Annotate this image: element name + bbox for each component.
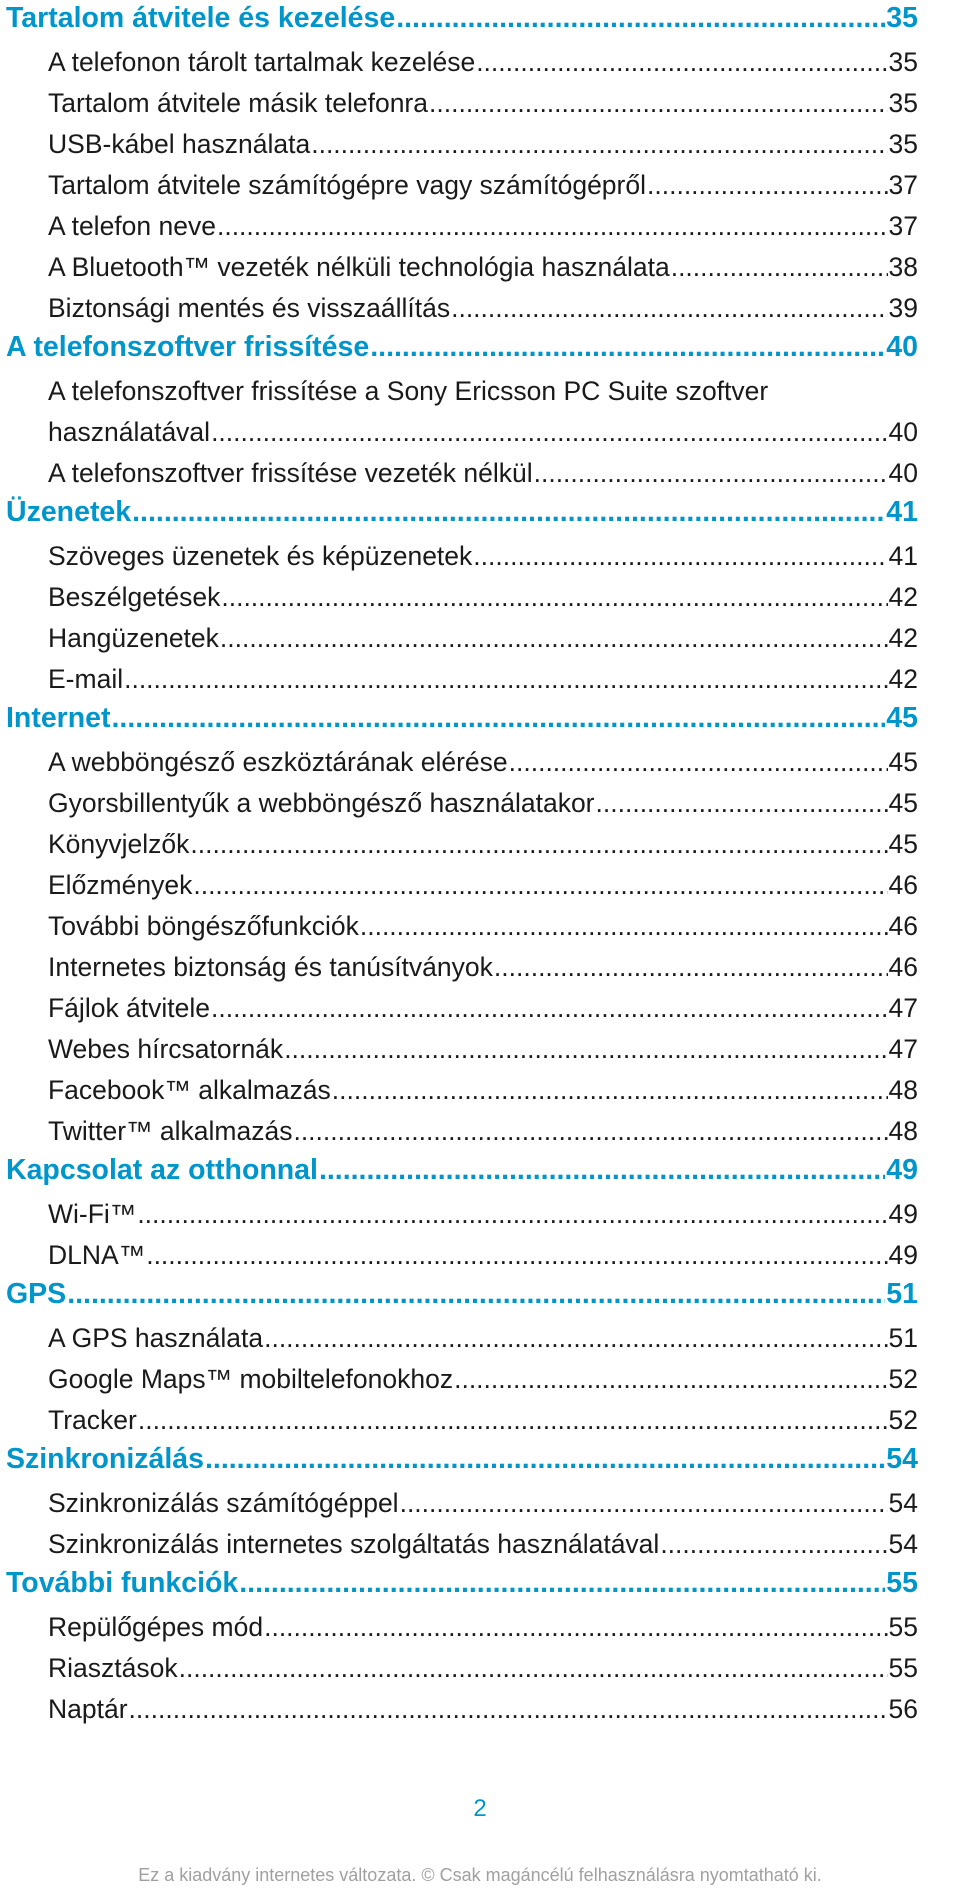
dot-leader (211, 988, 888, 1029)
table-of-contents (6, 0, 918, 1730)
section-title: A telefonszoftver frissítése (6, 331, 370, 363)
toc-section-heading[interactable] (6, 700, 918, 742)
toc-entry[interactable] (6, 371, 918, 453)
toc-entry[interactable] (6, 988, 918, 1029)
toc-entry[interactable] (6, 865, 918, 906)
entry-page-number: 48 (888, 1116, 918, 1146)
toc-entry[interactable] (6, 947, 918, 988)
toc-entry[interactable] (6, 1400, 918, 1441)
dot-leader (671, 247, 888, 288)
entry-title: DLNA™ (48, 1240, 146, 1270)
dot-leader (494, 947, 888, 988)
toc-section (6, 329, 918, 494)
dot-leader (293, 1111, 887, 1152)
entry-title: Gyorsbillentyűk a webböngésző használatakor (48, 788, 595, 818)
dot-leader (211, 412, 887, 453)
dot-leader (190, 824, 887, 865)
toc-section (6, 700, 918, 1152)
dot-leader (370, 329, 885, 365)
toc-entry[interactable] (6, 577, 918, 618)
entry-page-number: 47 (888, 1034, 918, 1064)
toc-entry[interactable] (6, 1194, 918, 1235)
entry-title: Előzmények (48, 870, 193, 900)
entry-title: Google Maps™ mobiltelefonokhoz (48, 1364, 454, 1394)
toc-section-heading[interactable] (6, 1441, 918, 1483)
section-title: Kapcsolat az otthonnal (6, 1154, 318, 1186)
entry-page-number: 45 (888, 747, 918, 777)
entry-title: USB-kábel használata (48, 129, 311, 159)
toc-section (6, 494, 918, 700)
toc-entry[interactable] (6, 288, 918, 329)
toc-entry[interactable] (6, 1029, 918, 1070)
entry-page-number: 40 (888, 458, 918, 488)
section-title: Internet (6, 702, 111, 734)
dot-leader (67, 1276, 885, 1312)
dot-leader (264, 1607, 887, 1648)
entry-page-number: 39 (888, 293, 918, 323)
dot-leader (451, 288, 887, 329)
entry-title: A telefonon tárolt tartalmak kezelése (48, 47, 476, 77)
toc-entry[interactable] (6, 618, 918, 659)
entry-page-number: 42 (888, 582, 918, 612)
entry-title: Wi-Fi™ (48, 1199, 137, 1229)
entry-title: Fájlok átvitele (48, 993, 211, 1023)
section-title: Üzenetek (6, 496, 132, 528)
dot-leader (112, 700, 886, 736)
entry-title: A telefonszoftver frissítése vezeték nélkül (48, 458, 533, 488)
toc-entry[interactable] (6, 42, 918, 83)
entry-title: használatával (48, 417, 211, 447)
entry-title: Hangüzenetek (48, 623, 219, 653)
entry-title: Internetes biztonság és tanúsítványok (48, 952, 493, 982)
toc-entry[interactable] (6, 783, 918, 824)
toc-entry[interactable] (6, 1483, 918, 1524)
section-title: Tartalom átvitele és kezelése (6, 2, 396, 34)
dot-leader (217, 206, 888, 247)
toc-entry[interactable] (6, 206, 918, 247)
toc-entry[interactable] (6, 1235, 918, 1276)
toc-section-heading[interactable] (6, 494, 918, 536)
entry-page-number: 47 (888, 993, 918, 1023)
dot-leader (179, 1648, 888, 1689)
dot-leader (476, 42, 887, 83)
entry-page-number: 42 (888, 664, 918, 694)
entry-page-number: 54 (888, 1488, 918, 1518)
dot-leader (454, 1359, 887, 1400)
entry-title: A telefon neve (48, 211, 216, 241)
entry-page-number: 37 (888, 170, 918, 200)
entry-page-number: 35 (888, 129, 918, 159)
dot-leader (220, 618, 888, 659)
entry-title: Facebook™ alkalmazás (48, 1075, 331, 1105)
page-number: 2 (473, 1795, 487, 1822)
toc-section (6, 1565, 918, 1730)
dot-leader (124, 659, 887, 700)
toc-entry[interactable] (6, 742, 918, 783)
entry-page-number: 42 (888, 623, 918, 653)
toc-entry[interactable] (6, 659, 918, 700)
entry-page-number: 49 (888, 1199, 918, 1229)
entry-title: A Bluetooth™ vezeték nélküli technológia használata (48, 252, 670, 282)
entry-title: Repülőgépes mód (48, 1612, 264, 1642)
toc-entry[interactable] (6, 1524, 918, 1565)
toc-section-heading[interactable] (6, 1565, 918, 1607)
entry-title: Biztonsági mentés és visszaállítás (48, 293, 451, 323)
toc-section-heading[interactable] (6, 0, 918, 42)
entry-page-number: 52 (888, 1405, 918, 1435)
entry-title: Tartalom átvitele másik telefonra (48, 88, 428, 118)
section-page-number: 35 (886, 2, 918, 34)
entry-page-number: 38 (888, 252, 918, 282)
entry-title: Szöveges üzenetek és képüzenetek (48, 541, 473, 571)
entry-page-number: 54 (888, 1529, 918, 1559)
entry-page-number: 51 (888, 1323, 918, 1353)
dot-leader (284, 1029, 887, 1070)
entry-page-number: 46 (888, 911, 918, 941)
toc-section-heading[interactable] (6, 329, 918, 371)
entry-page-number: 41 (888, 541, 918, 571)
toc-section (6, 0, 918, 329)
toc-entry[interactable] (6, 1318, 918, 1359)
dot-leader (146, 1235, 887, 1276)
entry-page-number: 46 (888, 870, 918, 900)
dot-leader (239, 1565, 885, 1601)
entry-page-number: 48 (888, 1075, 918, 1105)
entry-title: Beszélgetések (48, 582, 221, 612)
toc-entry[interactable] (6, 1070, 918, 1111)
toc-entry[interactable] (6, 83, 918, 124)
dot-leader (221, 577, 887, 618)
section-title: További funkciók (6, 1567, 239, 1599)
toc-entry[interactable] (6, 453, 918, 494)
dot-leader (138, 1400, 888, 1441)
entry-title: Twitter™ alkalmazás (48, 1116, 293, 1146)
toc-section (6, 1441, 918, 1565)
dot-leader (396, 0, 885, 36)
dot-leader (360, 906, 888, 947)
dot-leader (129, 1689, 888, 1730)
section-page-number: 55 (886, 1567, 918, 1599)
entry-title: Szinkronizálás számítógéppel (48, 1488, 399, 1518)
toc-section-heading[interactable] (6, 1152, 918, 1194)
dot-leader (311, 124, 887, 165)
entry-title: Könyvjelzők (48, 829, 190, 859)
toc-section-heading[interactable] (6, 1276, 918, 1318)
entry-page-number: 45 (888, 788, 918, 818)
toc-entry[interactable] (6, 536, 918, 577)
dot-leader (473, 536, 887, 577)
entry-page-number: 46 (888, 952, 918, 982)
entry-page-number: 55 (888, 1653, 918, 1683)
entry-title: A webböngésző eszköztárának elérése (48, 747, 508, 777)
dot-leader (264, 1318, 887, 1359)
dot-leader (332, 1070, 888, 1111)
dot-leader (205, 1441, 885, 1477)
entry-page-number: 56 (888, 1694, 918, 1724)
entry-title: További böngészőfunkciók (48, 911, 359, 941)
section-page-number: 49 (886, 1154, 918, 1186)
toc-section (6, 1152, 918, 1276)
footer-note: Ez a kiadvány internetes változata. © Csak magáncélú felhasználásra nyomtatható ki. (138, 1865, 822, 1885)
entry-page-number: 37 (888, 211, 918, 241)
dot-leader (400, 1483, 888, 1524)
toc-entry[interactable] (6, 1111, 918, 1152)
dot-leader (509, 742, 888, 783)
entry-title: Webes hírcsatornák (48, 1034, 284, 1064)
section-page-number: 45 (886, 702, 918, 734)
section-page-number: 41 (886, 496, 918, 528)
entry-page-number: 49 (888, 1240, 918, 1270)
entry-title: Naptár (48, 1694, 128, 1724)
entry-title: Tartalom átvitele számítógépre vagy számítógépről (48, 170, 646, 200)
toc-entry[interactable] (6, 1689, 918, 1730)
toc-entry[interactable] (6, 1648, 918, 1689)
section-page-number: 40 (886, 331, 918, 363)
entry-title: Riasztások (48, 1653, 178, 1683)
dot-leader (660, 1524, 887, 1565)
toc-entry[interactable] (6, 1359, 918, 1400)
section-page-number: 51 (886, 1278, 918, 1310)
entry-page-number: 40 (888, 417, 918, 447)
toc-entry[interactable] (6, 165, 918, 206)
toc-entry[interactable] (6, 247, 918, 288)
entry-title: E-mail (48, 664, 124, 694)
dot-leader (647, 165, 888, 206)
entry-title-line2-row (48, 412, 918, 453)
toc-entry[interactable] (6, 1607, 918, 1648)
entry-page-number: 52 (888, 1364, 918, 1394)
entry-title-line1: A telefonszoftver frissítése a Sony Ericsson PC Suite szoftver (48, 376, 769, 406)
toc-section (6, 1276, 918, 1441)
section-title: Szinkronizálás (6, 1443, 204, 1475)
dot-leader (429, 83, 888, 124)
toc-entry[interactable] (6, 124, 918, 165)
entry-page-number: 55 (888, 1612, 918, 1642)
entry-page-number: 45 (888, 829, 918, 859)
section-title: GPS (6, 1278, 67, 1310)
entry-title: A GPS használata (48, 1323, 264, 1353)
dot-leader (596, 783, 888, 824)
toc-entry[interactable] (6, 824, 918, 865)
dot-leader (319, 1152, 885, 1188)
toc-entry[interactable] (6, 906, 918, 947)
dot-leader (137, 1194, 887, 1235)
section-page-number: 54 (886, 1443, 918, 1475)
dot-leader (534, 453, 888, 494)
entry-page-number: 35 (888, 88, 918, 118)
entry-title: Tracker (48, 1405, 137, 1435)
entry-page-number: 35 (888, 47, 918, 77)
dot-leader (132, 494, 885, 530)
entry-title: Szinkronizálás internetes szolgáltatás használatával (48, 1529, 660, 1559)
dot-leader (193, 865, 887, 906)
